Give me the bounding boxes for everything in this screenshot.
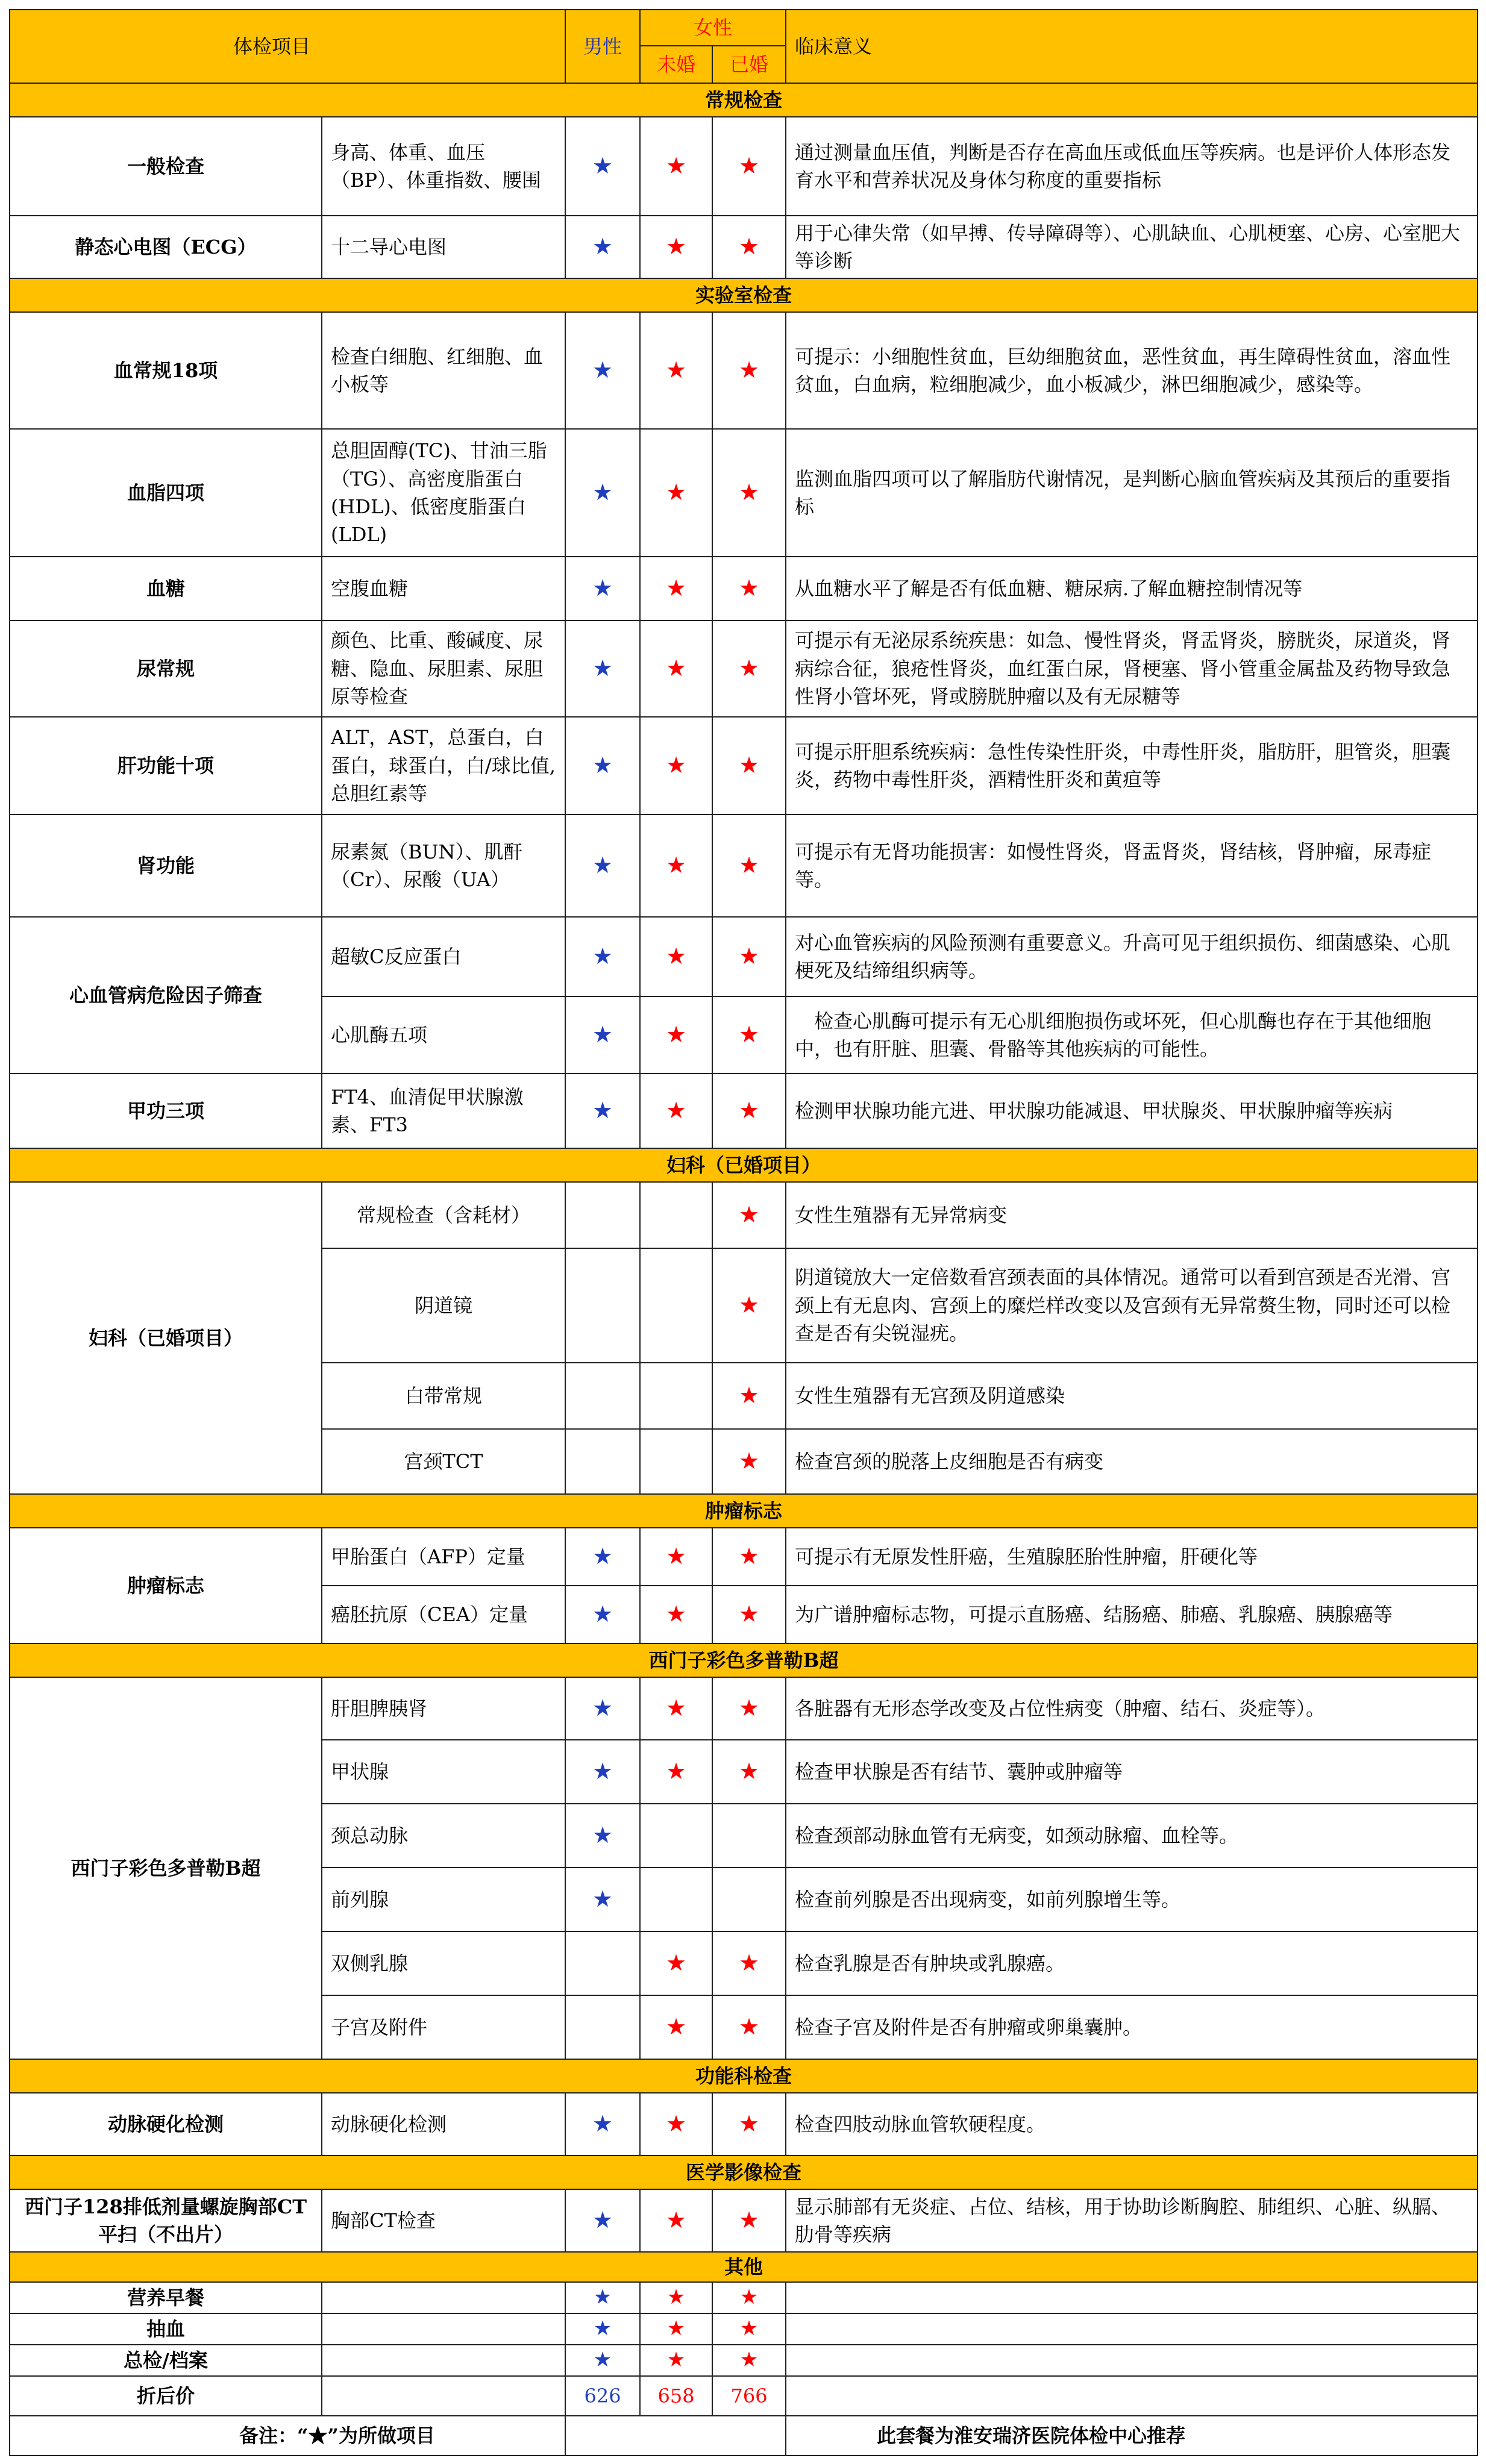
table-row — [10, 1074, 1478, 1148]
star-icon: ★ — [665, 2207, 687, 2234]
star-married-cell — [712, 1804, 786, 1868]
note-spacer — [565, 2416, 786, 2456]
star-married-cell — [712, 1528, 786, 1586]
star-married-cell — [712, 2345, 786, 2376]
star-unmarried-cell — [640, 2093, 712, 2156]
star-unmarried-cell — [640, 1586, 712, 1643]
clinical-meaning: 女性生殖器有无异常病变 — [786, 1182, 1478, 1248]
star-icon: ★ — [738, 1448, 760, 1475]
star-icon: ★ — [666, 2285, 686, 2310]
exam-name: 动脉硬化检测 — [10, 2093, 322, 2156]
star-male-cell — [565, 557, 640, 621]
star-icon: ★ — [665, 1758, 687, 1785]
star-male-cell — [565, 1804, 640, 1868]
exam-name: 肾功能 — [10, 815, 322, 917]
star-icon: ★ — [738, 233, 760, 260]
star-icon: ★ — [738, 1950, 760, 1977]
star-married-cell — [712, 312, 786, 429]
star-married-cell — [712, 1740, 786, 1804]
table-row — [10, 815, 1478, 917]
star-icon: ★ — [738, 1382, 760, 1409]
star-unmarried-cell — [640, 2282, 712, 2313]
star-icon: ★ — [665, 852, 687, 879]
star-married-cell — [712, 1074, 786, 1148]
star-unmarried-cell — [640, 917, 712, 996]
note-row — [10, 2416, 1478, 2456]
clinical-meaning: 可提示肝胆系统疾病：急性传染性肝炎，中毒性肝炎，脂肪肝，胆管炎，胆囊炎，药物中毒性肝炎，酒精性肝炎和黄疸等 — [786, 717, 1478, 815]
table-row — [10, 2189, 1478, 2252]
price-empty — [322, 2376, 565, 2416]
star-unmarried-cell — [640, 1528, 712, 1586]
section-title: 其他 — [10, 2252, 1478, 2282]
exam-name: 妇科（已婚项目） — [10, 1182, 322, 1494]
star-icon: ★ — [739, 2285, 759, 2310]
star-married-cell — [712, 557, 786, 621]
price-meaning-empty — [786, 2376, 1478, 2416]
star-male-cell — [565, 2093, 640, 2156]
header-meaning: 临床意义 — [786, 10, 1478, 83]
exam-name: 静态心电图（ECG） — [10, 216, 322, 278]
star-unmarried-cell — [640, 2189, 712, 2252]
clinical-meaning: 检查颈部动脉血管有无病变，如颈动脉瘤、血栓等。 — [786, 1804, 1478, 1868]
table-row — [10, 1182, 1478, 1248]
other-name: 抽血 — [10, 2313, 322, 2345]
other-meaning-empty — [786, 2345, 1478, 2376]
price-unmarried: 658 — [640, 2376, 712, 2416]
star-icon: ★ — [738, 2110, 760, 2137]
star-male-cell — [565, 1429, 640, 1494]
exam-name: 血糖 — [10, 557, 322, 621]
header-female: 女性 — [640, 10, 786, 46]
star-icon: ★ — [666, 2348, 686, 2372]
star-male-cell — [565, 996, 640, 1074]
exam-name: 血脂四项 — [10, 429, 322, 557]
star-married-cell — [712, 2282, 786, 2313]
star-icon: ★ — [738, 479, 760, 506]
header-row — [10, 10, 1478, 46]
star-male-cell — [565, 1586, 640, 1643]
exam-item: 身高、体重、血压（BP）、体重指数、腰围 — [322, 117, 565, 216]
star-icon: ★ — [592, 752, 613, 779]
star-unmarried-cell — [640, 1868, 712, 1931]
star-married-cell — [712, 1182, 786, 1248]
exam-name: 血常规18项 — [10, 312, 322, 429]
clinical-meaning: 检查甲状腺是否有结节、囊肿或肿瘤等 — [786, 1740, 1478, 1804]
star-male-cell — [565, 1868, 640, 1931]
star-icon: ★ — [738, 1021, 760, 1048]
clinical-meaning: 从血糖水平了解是否有低血糖、糖尿病.了解血糖控制情况等 — [786, 557, 1478, 621]
star-unmarried-cell — [640, 996, 712, 1074]
header-male: 男性 — [565, 10, 640, 83]
star-icon: ★ — [592, 1021, 613, 1048]
star-icon: ★ — [738, 357, 760, 384]
table-row — [10, 621, 1478, 717]
exam-item: 空腹血糖 — [322, 557, 565, 621]
clinical-meaning: 监测血脂四项可以了解脂肪代谢情况，是判断心脑血管疾病及其预后的重要指标 — [786, 429, 1478, 557]
exam-item: 心肌酶五项 — [322, 996, 565, 1074]
star-married-cell — [712, 917, 786, 996]
star-icon: ★ — [592, 357, 613, 384]
star-married-cell — [712, 429, 786, 557]
star-unmarried-cell — [640, 429, 712, 557]
clinical-meaning: 可提示有无肾功能损害：如慢性肾炎，肾盂肾炎，肾结核，肾肿瘤，尿毒症等。 — [786, 815, 1478, 917]
exam-item: 肝胆脾胰肾 — [322, 1677, 565, 1740]
star-icon: ★ — [592, 1822, 613, 1849]
star-married-cell — [712, 996, 786, 1074]
star-icon: ★ — [738, 2207, 760, 2234]
star-male-cell — [565, 621, 640, 717]
price-label: 折后价 — [10, 2376, 322, 2416]
exam-item: 总胆固醇(TC)、甘油三脂（TG）、高密度脂蛋白(HDL)、低密度脂蛋白(LDL) — [322, 429, 565, 557]
exam-item: 颜色、比重、酸碱度、尿糖、隐血、尿胆素、尿胆原等检查 — [322, 621, 565, 717]
star-icon: ★ — [592, 943, 613, 970]
star-married-cell — [712, 1931, 786, 1995]
star-male-cell — [565, 2345, 640, 2376]
clinical-meaning: 各脏器有无形态学改变及占位性病变（肿瘤、结石、炎症等）。 — [786, 1677, 1478, 1740]
section-row-gyn — [10, 1148, 1478, 1182]
star-unmarried-cell — [640, 1074, 712, 1148]
star-married-cell — [712, 2189, 786, 2252]
star-unmarried-cell — [640, 1248, 712, 1363]
clinical-meaning: 检查四肢动脉血管软硬程度。 — [786, 2093, 1478, 2156]
other-meaning-empty — [786, 2313, 1478, 2345]
exam-name: 尿常规 — [10, 621, 322, 717]
price-row — [10, 2376, 1478, 2416]
star-male-cell — [565, 1528, 640, 1586]
star-unmarried-cell — [640, 1182, 712, 1248]
star-icon: ★ — [665, 2013, 687, 2040]
exam-name: 肝功能十项 — [10, 717, 322, 815]
star-icon: ★ — [665, 575, 687, 602]
star-icon: ★ — [738, 943, 760, 970]
star-married-cell — [712, 1995, 786, 2059]
exam-item: 双侧乳腺 — [322, 1931, 565, 1995]
table-row — [10, 717, 1478, 815]
exam-item: 前列腺 — [322, 1868, 565, 1931]
star-icon: ★ — [738, 1097, 760, 1124]
star-male-cell — [565, 1740, 640, 1804]
star-icon: ★ — [665, 152, 687, 180]
price-married: 766 — [712, 2376, 786, 2416]
star-unmarried-cell — [640, 2345, 712, 2376]
star-unmarried-cell — [640, 1931, 712, 1995]
star-male-cell — [565, 1363, 640, 1429]
table-row — [10, 2282, 1478, 2313]
section-row-function — [10, 2059, 1478, 2093]
star-unmarried-cell — [640, 1429, 712, 1494]
star-unmarried-cell — [640, 1363, 712, 1429]
exam-item: 阴道镜 — [322, 1248, 565, 1363]
table-row — [10, 917, 1478, 996]
star-icon: ★ — [738, 152, 760, 180]
header-unmarried: 未婚 — [640, 46, 712, 83]
star-male-cell — [565, 1074, 640, 1148]
exam-name: 甲功三项 — [10, 1074, 322, 1148]
star-married-cell — [712, 216, 786, 278]
clinical-meaning: 女性生殖器有无宫颈及阴道感染 — [786, 1363, 1478, 1429]
exam-item: 甲状腺 — [322, 1740, 565, 1804]
section-title: 妇科（已婚项目） — [10, 1148, 1478, 1182]
table-row — [10, 2093, 1478, 2156]
star-icon: ★ — [738, 575, 760, 602]
clinical-meaning: 检测甲状腺功能亢进、甲状腺功能减退、甲状腺炎、甲状腺肿瘤等疾病 — [786, 1074, 1478, 1148]
section-row-ultrasound — [10, 1643, 1478, 1677]
note-left: 备注：“★”为所做项目 — [10, 2416, 565, 2456]
exam-item: 颈总动脉 — [322, 1804, 565, 1868]
star-unmarried-cell — [640, 117, 712, 216]
section-title: 医学影像检查 — [10, 2156, 1478, 2189]
star-married-cell — [712, 2093, 786, 2156]
star-male-cell — [565, 1248, 640, 1363]
star-married-cell — [712, 1677, 786, 1740]
clinical-meaning: 阴道镜放大一定倍数看宫颈表面的具体情况。通常可以看到宫颈是否光滑、宫颈上有无息肉、宫颈上的糜烂样改变以及宫颈有无异常赘生物，同时还可以检查是否有尖锐湿疣。 — [786, 1248, 1478, 1363]
star-icon: ★ — [665, 1950, 687, 1977]
star-male-cell — [565, 2282, 640, 2313]
star-married-cell — [712, 717, 786, 815]
star-icon: ★ — [665, 1695, 687, 1722]
exam-item: 超敏C反应蛋白 — [322, 917, 565, 996]
star-icon: ★ — [739, 2316, 759, 2341]
table-row — [10, 1528, 1478, 1586]
note-right: 此套餐为淮安瑞济医院体检中心推荐 — [786, 2416, 1478, 2456]
other-meaning-empty — [786, 2282, 1478, 2313]
section-title: 肿瘤标志 — [10, 1494, 1478, 1528]
star-icon: ★ — [738, 2013, 760, 2040]
star-icon: ★ — [592, 233, 613, 260]
section-row-tumor — [10, 1494, 1478, 1528]
star-icon: ★ — [593, 2285, 612, 2310]
star-icon: ★ — [665, 479, 687, 506]
star-icon: ★ — [592, 479, 613, 506]
exam-item: 宫颈TCT — [322, 1429, 565, 1494]
table-row — [10, 117, 1478, 216]
star-icon: ★ — [738, 1758, 760, 1785]
table-row — [10, 216, 1478, 278]
star-unmarried-cell — [640, 717, 712, 815]
section-row-lab — [10, 278, 1478, 312]
star-unmarried-cell — [640, 1740, 712, 1804]
star-unmarried-cell — [640, 312, 712, 429]
star-icon: ★ — [738, 1695, 760, 1722]
star-icon: ★ — [738, 1201, 760, 1228]
star-unmarried-cell — [640, 1995, 712, 2059]
star-icon: ★ — [738, 655, 760, 682]
star-male-cell — [565, 717, 640, 815]
star-male-cell — [565, 1182, 640, 1248]
star-icon: ★ — [592, 1097, 613, 1124]
section-row-imaging — [10, 2156, 1478, 2189]
exam-item: 白带常规 — [322, 1363, 565, 1429]
clinical-meaning: 检查前列腺是否出现病变，如前列腺增生等。 — [786, 1868, 1478, 1931]
clinical-meaning: 为广谱肿瘤标志物，可提示直肠癌、结肠癌、肺癌、乳腺癌、胰腺癌等 — [786, 1586, 1478, 1643]
table-row — [10, 2345, 1478, 2376]
star-married-cell — [712, 117, 786, 216]
other-item-empty — [322, 2313, 565, 2345]
clinical-meaning: 显示肺部有无炎症、占位、结核，用于协助诊断胸腔、肺组织、心脏、纵膈、肋骨等疾病 — [786, 2189, 1478, 2252]
header-item: 体检项目 — [10, 10, 565, 83]
other-name: 总检/档案 — [10, 2345, 322, 2376]
exam-name: 心血管病危险因子筛查 — [10, 917, 322, 1074]
price-male: 626 — [565, 2376, 640, 2416]
star-icon: ★ — [592, 1601, 613, 1628]
star-male-cell — [565, 312, 640, 429]
star-male-cell — [565, 917, 640, 996]
clinical-meaning: 用于心律失常（如早搏、传导障碍等）、心肌缺血、心肌梗塞、心房、心室肥大等诊断 — [786, 216, 1478, 278]
star-icon: ★ — [665, 655, 687, 682]
star-icon: ★ — [592, 1543, 613, 1570]
clinical-meaning: 可提示：小细胞性贫血，巨幼细胞贫血，恶性贫血，再生障碍性贫血，溶血性贫血，白血病，粒细胞减少，血小板减少，淋巴细胞减少，感染等。 — [786, 312, 1478, 429]
exam-item: 常规检查（含耗材） — [322, 1182, 565, 1248]
exam-name: 西门子彩色多普勒B超 — [10, 1677, 322, 2059]
star-male-cell — [565, 815, 640, 917]
star-icon: ★ — [593, 2316, 612, 2341]
star-icon: ★ — [592, 2207, 613, 2234]
star-icon: ★ — [665, 233, 687, 260]
star-icon: ★ — [592, 852, 613, 879]
header-married: 已婚 — [712, 46, 786, 83]
star-icon: ★ — [592, 152, 613, 180]
star-married-cell — [712, 1586, 786, 1643]
star-icon: ★ — [665, 943, 687, 970]
star-icon: ★ — [665, 1601, 687, 1628]
star-icon: ★ — [666, 2316, 686, 2341]
exam-item: 癌胚抗原（CEA）定量 — [322, 1586, 565, 1643]
star-unmarried-cell — [640, 1804, 712, 1868]
star-married-cell — [712, 1363, 786, 1429]
star-icon: ★ — [739, 2348, 759, 2372]
star-icon: ★ — [665, 2110, 687, 2137]
star-married-cell — [712, 815, 786, 917]
star-icon: ★ — [592, 1886, 613, 1913]
star-male-cell — [565, 2189, 640, 2252]
star-unmarried-cell — [640, 216, 712, 278]
exam-name: 肿瘤标志 — [10, 1528, 322, 1643]
star-icon: ★ — [665, 1097, 687, 1124]
other-name: 营养早餐 — [10, 2282, 322, 2313]
checkup-table — [9, 9, 1478, 2456]
star-icon: ★ — [665, 752, 687, 779]
exam-item: ALT，AST，总蛋白，白蛋白，球蛋白，白/球比值,总胆红素等 — [322, 717, 565, 815]
star-married-cell — [712, 621, 786, 717]
table-row — [10, 429, 1478, 557]
star-unmarried-cell — [640, 557, 712, 621]
star-icon: ★ — [665, 1543, 687, 1570]
section-title: 西门子彩色多普勒B超 — [10, 1643, 1478, 1677]
section-title: 常规检查 — [10, 83, 1478, 117]
table-row — [10, 1677, 1478, 1740]
table-row — [10, 2313, 1478, 2345]
exam-item: 胸部CT检查 — [322, 2189, 565, 2252]
exam-item: 动脉硬化检测 — [322, 2093, 565, 2156]
star-male-cell — [565, 117, 640, 216]
exam-item: 甲胎蛋白（AFP）定量 — [322, 1528, 565, 1586]
section-row-others — [10, 2252, 1478, 2282]
clinical-meaning: 检查宫颈的脱落上皮细胞是否有病变 — [786, 1429, 1478, 1494]
clinical-meaning: 检查心肌酶可提示有无心肌细胞损伤或坏死，但心肌酶也存在于其他细胞中，也有肝脏、胆囊、骨骼等其他疾病的可能性。 — [786, 996, 1478, 1074]
clinical-meaning: 可提示有无泌尿系统疾患：如急、慢性肾炎，肾盂肾炎，膀胱炎，尿道炎，肾病综合征，狼疮性肾炎，血红蛋白尿，肾梗塞、肾小管重金属盐及药物导致急性肾小管坏死，肾或膀胱肿瘤以及有无尿糖等 — [786, 621, 1478, 717]
star-icon: ★ — [738, 1543, 760, 1570]
exam-item: 子宫及附件 — [322, 1995, 565, 2059]
exam-item: FT4、血清促甲状腺激素、FT3 — [322, 1074, 565, 1148]
star-icon: ★ — [665, 1021, 687, 1048]
star-icon: ★ — [592, 2110, 613, 2137]
exam-name: 一般检查 — [10, 117, 322, 216]
clinical-meaning: 通过测量血压值，判断是否存在高血压或低血压等疾病。也是评价人体形态发育水平和营养状况及身体匀称度的重要指标 — [786, 117, 1478, 216]
star-icon: ★ — [592, 655, 613, 682]
star-male-cell — [565, 429, 640, 557]
star-icon: ★ — [592, 575, 613, 602]
other-item-empty — [322, 2282, 565, 2313]
clinical-meaning: 检查子宫及附件是否有肿瘤或卵巢囊肿。 — [786, 1995, 1478, 2059]
star-icon: ★ — [593, 2348, 612, 2372]
exam-item: 尿素氮（BUN）、肌酐（Cr）、尿酸（UA） — [322, 815, 565, 917]
star-male-cell — [565, 2313, 640, 2345]
star-unmarried-cell — [640, 1677, 712, 1740]
exam-item: 检查白细胞、红细胞、血小板等 — [322, 312, 565, 429]
star-married-cell — [712, 1429, 786, 1494]
section-title: 功能科检查 — [10, 2059, 1478, 2093]
star-male-cell — [565, 1995, 640, 2059]
star-icon: ★ — [592, 1758, 613, 1785]
star-unmarried-cell — [640, 815, 712, 917]
star-icon: ★ — [738, 1601, 760, 1628]
star-married-cell — [712, 2313, 786, 2345]
star-icon: ★ — [738, 752, 760, 779]
star-married-cell — [712, 1248, 786, 1363]
star-male-cell — [565, 1931, 640, 1995]
table-row — [10, 312, 1478, 429]
star-icon: ★ — [665, 357, 687, 384]
star-male-cell — [565, 216, 640, 278]
section-row-routine — [10, 83, 1478, 117]
exam-item: 十二导心电图 — [322, 216, 565, 278]
clinical-meaning: 检查乳腺是否有肿块或乳腺癌。 — [786, 1931, 1478, 1995]
star-icon: ★ — [738, 852, 760, 879]
table-row — [10, 557, 1478, 621]
star-icon: ★ — [738, 1292, 760, 1319]
star-icon: ★ — [592, 1695, 613, 1722]
star-married-cell — [712, 1868, 786, 1931]
clinical-meaning: 对心血管疾病的风险预测有重要意义。升高可见于组织损伤、细菌感染、心肌梗死及结缔组织病等。 — [786, 917, 1478, 996]
other-item-empty — [322, 2345, 565, 2376]
exam-name: 西门子128排低剂量螺旋胸部CT平扫（不出片） — [10, 2189, 322, 2252]
section-title: 实验室检查 — [10, 278, 1478, 312]
star-unmarried-cell — [640, 621, 712, 717]
star-unmarried-cell — [640, 2313, 712, 2345]
clinical-meaning: 可提示有无原发性肝癌，生殖腺胚胎性肿瘤，肝硬化等 — [786, 1528, 1478, 1586]
star-male-cell — [565, 1677, 640, 1740]
